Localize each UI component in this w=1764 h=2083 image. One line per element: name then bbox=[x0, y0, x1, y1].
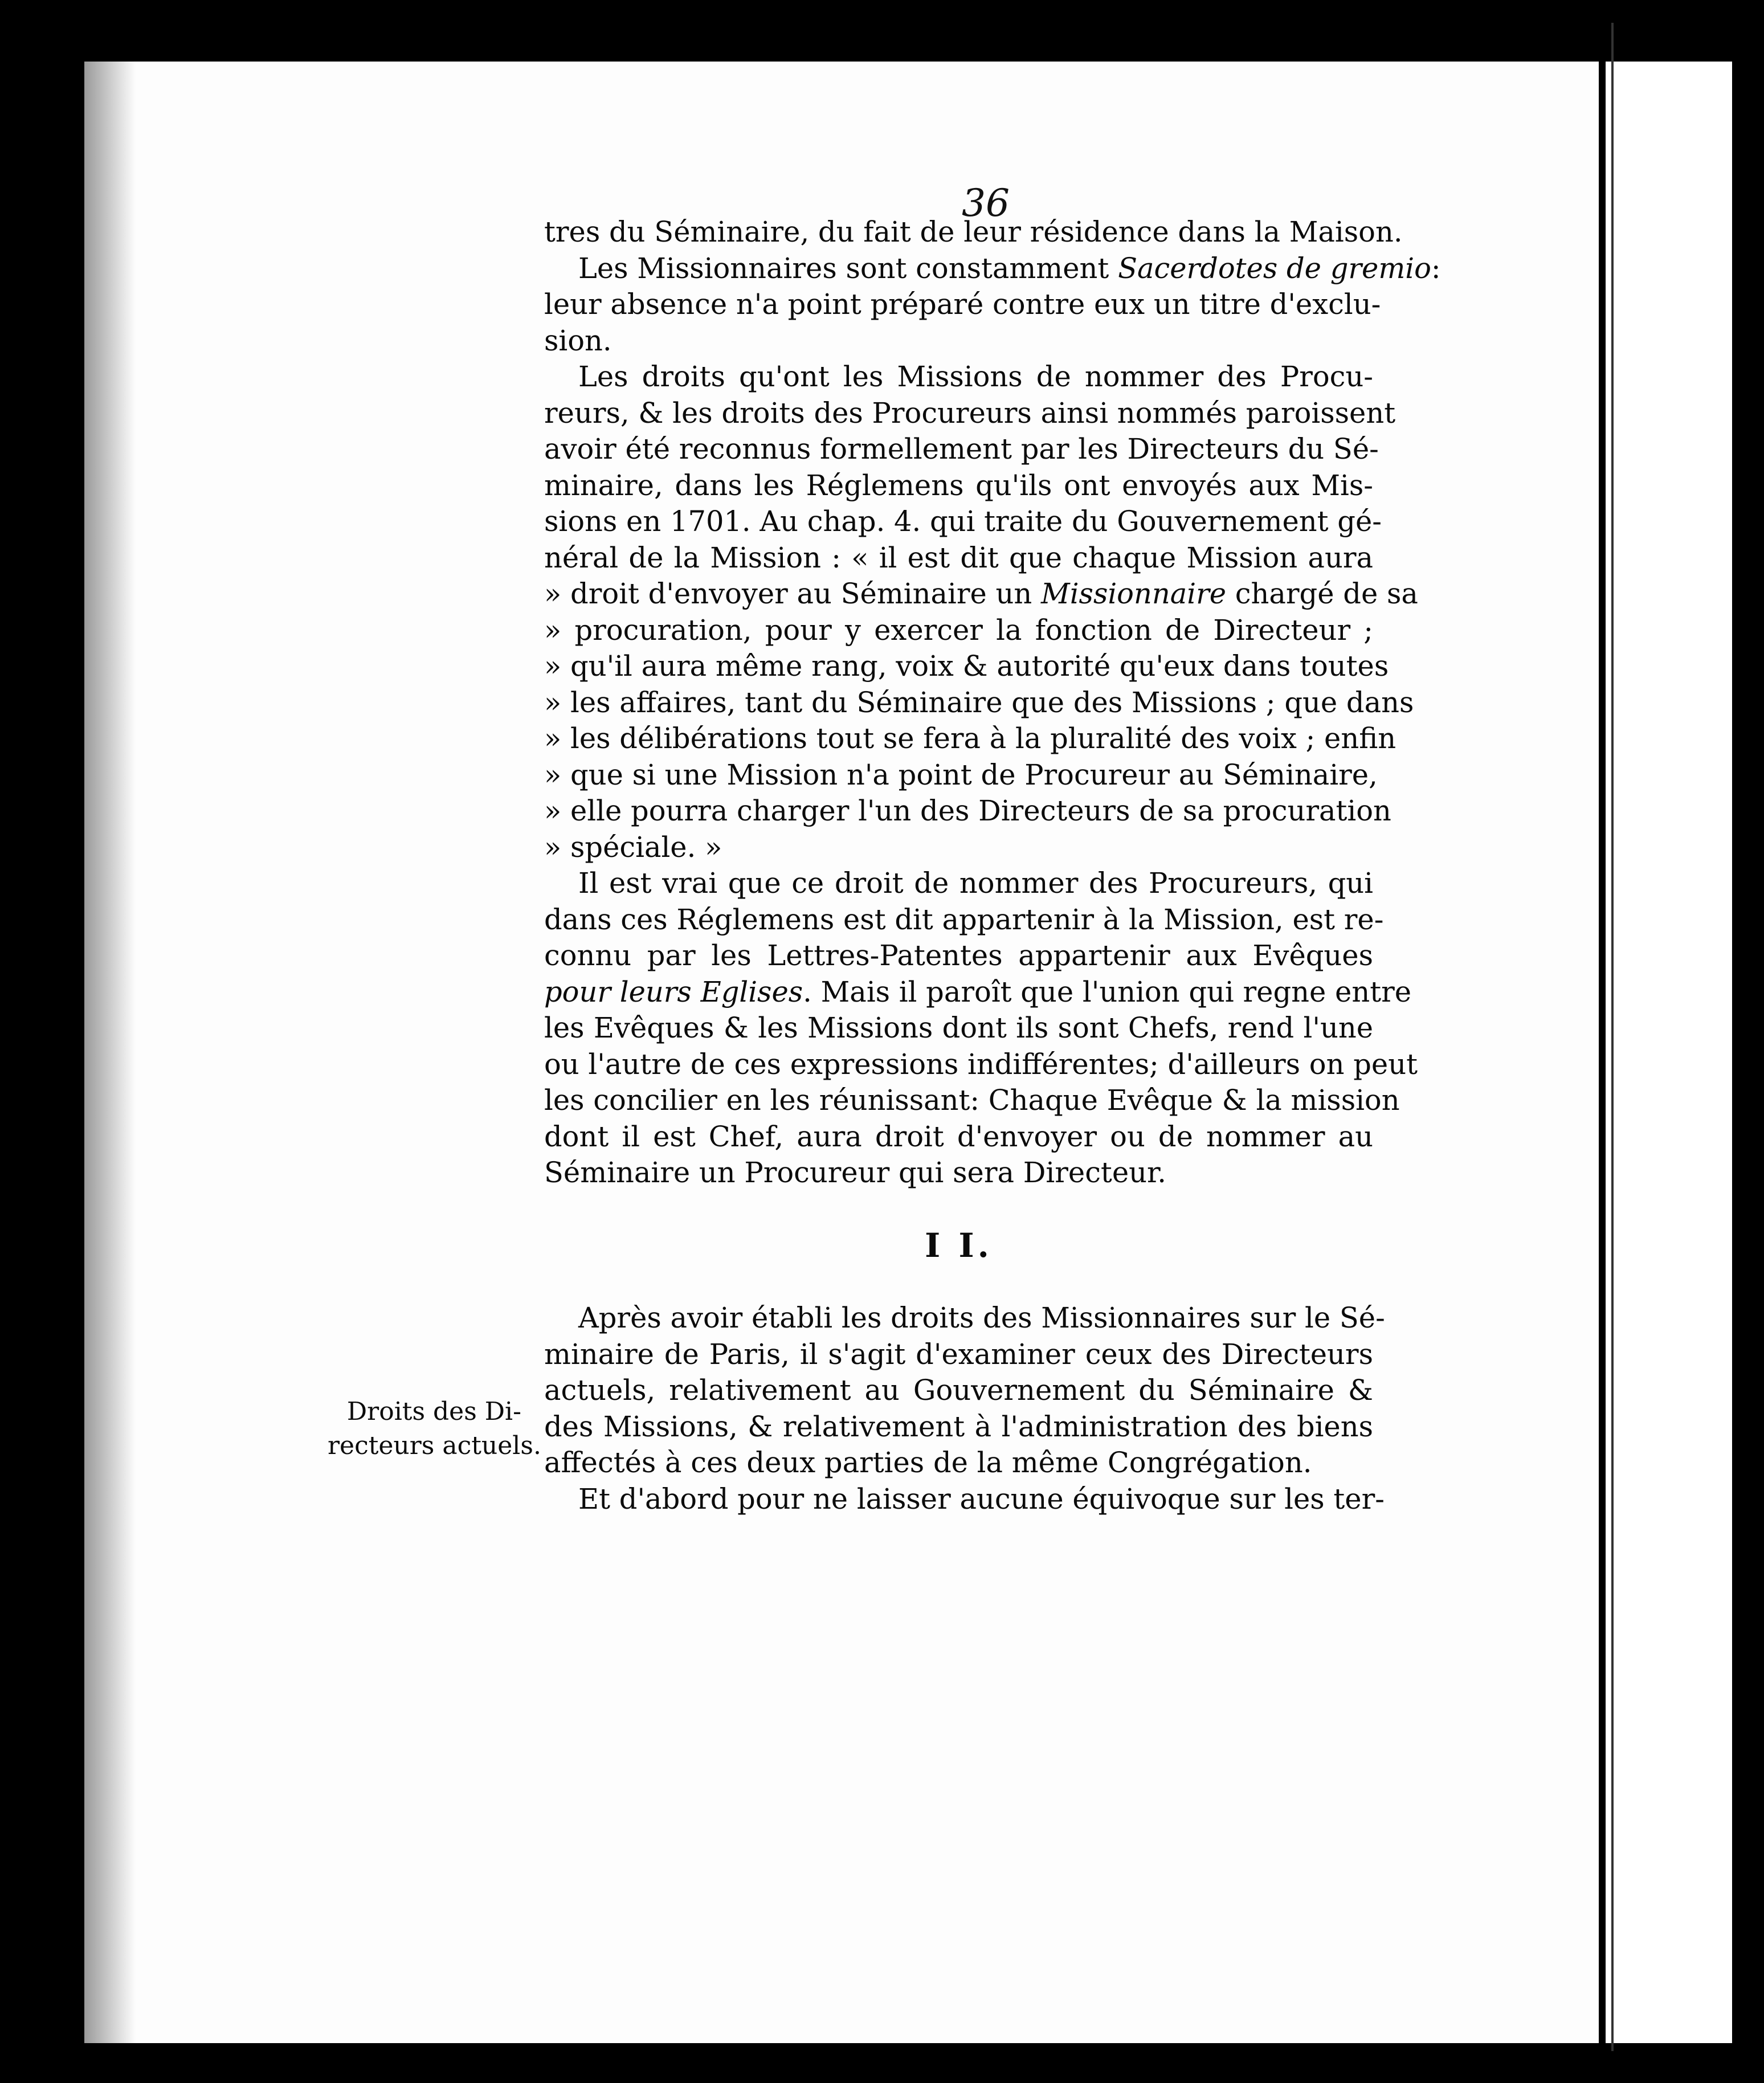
text-line: des Missions, & relativement à l'administration des biens bbox=[544, 1410, 1373, 1443]
scan-border-right bbox=[1732, 0, 1764, 2083]
text-line: » que si une Mission n'a point de Procureur au Séminaire, bbox=[544, 758, 1378, 791]
text-line: minaire, dans les Réglemens qu'ils ont envoyés aux Mis- bbox=[544, 468, 1373, 502]
text-line: Après avoir établi les droits des Missionnaires sur le Sé- bbox=[578, 1301, 1385, 1334]
text-line: sion. bbox=[544, 324, 612, 357]
body-text-block-2 bbox=[544, 1300, 1385, 1517]
page-binding-shadow bbox=[84, 62, 136, 2043]
text-line: minaire de Paris, il s'agit d'examiner ceux des Directeurs bbox=[544, 1337, 1373, 1371]
text-line: Les Missionnaires sont constamment Sacerdotes de gremio bbox=[578, 251, 1431, 285]
next-page-edge bbox=[1599, 23, 1606, 2051]
text-line: connu par les Lettres-Patentes appartenir aux Evêques bbox=[544, 939, 1373, 972]
text-line: dans ces Réglemens est dit appartenir à la Mission, est re- bbox=[544, 902, 1384, 936]
text-line: sions en 1701. Au chap. 4. qui traite du Gouvernement gé- bbox=[544, 505, 1382, 538]
margin-note bbox=[328, 1395, 541, 1463]
text-line: les concilier en les réunissant: Chaque Evêque & la mission bbox=[544, 1084, 1400, 1117]
margin-note-line: Droits des Di- bbox=[346, 1397, 521, 1426]
text-line: Les droits qu'ont les Missions de nommer des Procu- bbox=[578, 360, 1373, 393]
scan-border-bottom bbox=[0, 2043, 1764, 2083]
text-line: Et d'abord pour ne laisser aucune équivoque sur les ter- bbox=[578, 1482, 1385, 1516]
text-line: reurs, & les droits des Procureurs ainsi nommés paroissent bbox=[544, 396, 1396, 430]
text-line: Il est vrai que ce droit de nommer des Procureurs, qui bbox=[578, 867, 1373, 900]
next-page-edge-secondary bbox=[1611, 23, 1614, 2051]
text-column bbox=[544, 214, 1431, 1517]
text-line: » qu'il aura même rang, voix & autorité qu'eux dans toutes bbox=[544, 650, 1389, 683]
section-gap bbox=[544, 1264, 1373, 1300]
text-line: » les délibérations tout se fera à la pluralité des voix ; enfin bbox=[544, 722, 1396, 755]
text-line: avoir été reconnus formellement par les Directeurs du Sé- bbox=[544, 432, 1379, 465]
text-line: leur absence n'a point préparé contre eux un titre d'exclu- bbox=[544, 288, 1381, 321]
margin-note-line: recteurs actuels. bbox=[328, 1431, 541, 1460]
text-line: Séminaire un Procureur qui sera Directeur. bbox=[544, 1156, 1166, 1189]
body-text-block-1 bbox=[544, 214, 1431, 1191]
text-line: tres du Séminaire, du fait de leur résidence dans la Maison. bbox=[544, 215, 1403, 248]
text-line: affectés à ces deux parties de la même Congrégation. bbox=[544, 1446, 1312, 1479]
section-gap bbox=[544, 1191, 1373, 1228]
text-line: » les affaires, tant du Séminaire que des Missions ; que dans bbox=[544, 685, 1414, 719]
page-number: 36 bbox=[962, 181, 1010, 225]
text-line: » spéciale. » bbox=[544, 830, 722, 864]
scan-border-top bbox=[0, 0, 1764, 62]
text-line: pour leurs Eglises. Mais il paroît que l'union qui regne entre bbox=[544, 975, 1412, 1008]
scan-border-left bbox=[0, 0, 84, 2083]
text-line: les Evêques & les Missions dont ils sont Chefs, rend l'une bbox=[544, 1011, 1373, 1044]
text-line: dont il est Chef, aura droit d'envoyer ou de nommer au bbox=[544, 1120, 1373, 1153]
text-line: » procuration, pour y exercer la fonction de Directeur ; bbox=[544, 613, 1373, 647]
text-line: » droit d'envoyer au Séminaire un Missionnaire chargé de sa bbox=[544, 577, 1418, 610]
section-heading: I I. bbox=[925, 1226, 993, 1265]
text-line: » elle pourra charger l'un des Directeurs de sa procuration bbox=[544, 794, 1391, 827]
text-line: néral de la Mission : « il est dit que chaque Mission aura bbox=[544, 541, 1373, 574]
text-line: ou l'autre de ces expressions indifférentes; d'ailleurs on peut bbox=[544, 1047, 1418, 1081]
text-line: actuels, relativement au Gouvernement du Séminaire & bbox=[544, 1374, 1373, 1407]
